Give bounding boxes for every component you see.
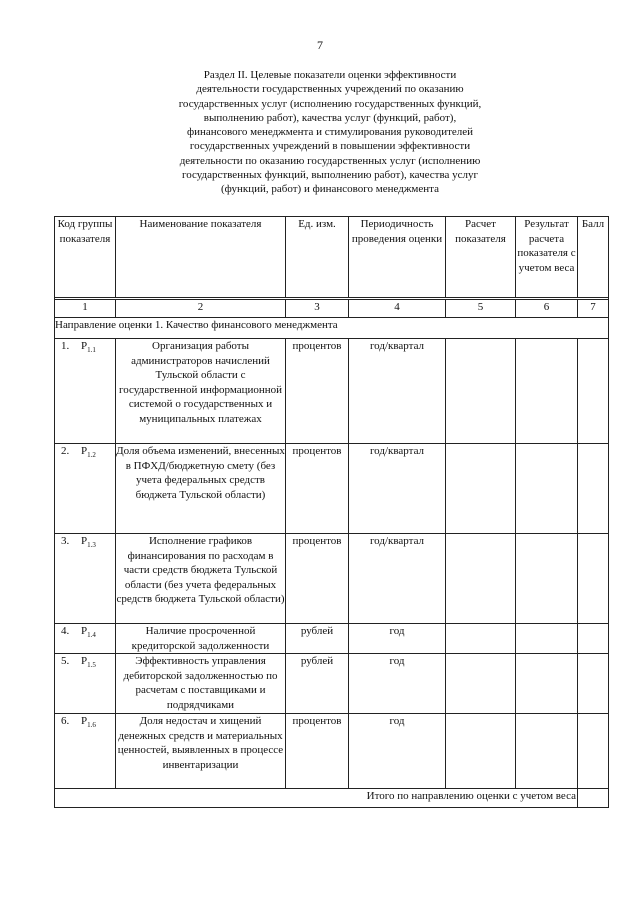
unit-cell: рублей	[286, 654, 349, 714]
table-row	[55, 654, 609, 714]
indicator-name-cell: Наличие просроченной кредиторской задолженности	[116, 624, 286, 654]
indicator-name-cell: Доля объема изменений, внесенных в ПФХД/бюджетную смету (без учета федеральных средств бюджета Тульской области)	[116, 444, 286, 534]
section-title: Направление оценки 1. Качество финансового менеджмента	[55, 318, 609, 339]
weighted-result-cell	[516, 624, 578, 654]
column-numbers-row	[55, 300, 609, 318]
score-cell	[578, 714, 609, 789]
section-row	[55, 318, 609, 339]
weighted-result-cell	[516, 714, 578, 789]
total-row	[55, 789, 609, 808]
heading-line: (функций, работ) и финансового менеджмента	[221, 183, 439, 196]
header-score: Балл	[578, 217, 609, 298]
heading-line: государственных функций, выполнению работ), качества услуг	[181, 169, 479, 182]
heading-line: государственных услуг (исполнению государственных функций,	[178, 97, 482, 110]
header-unit: Ед. изм.	[286, 217, 349, 298]
indicator-name-cell: Исполнение графиков финансирования по расходам в части средств бюджета Тульской области (без учета федеральных средств бюджета Тульской области)	[116, 534, 286, 624]
indicator-name-cell: Эффективность управления дебиторской задолженностью по расчетам с поставщиками и подрядчиками	[116, 654, 286, 714]
indicators-table	[54, 216, 609, 808]
heading-line: деятельности по оказанию государственных услуг (исполнению	[179, 154, 481, 167]
group-code-cell: 2. $Р_{1.2}$	[55, 444, 116, 534]
calculation-cell	[446, 624, 516, 654]
column-number: 2	[116, 300, 286, 318]
unit-cell: процентов	[286, 714, 349, 789]
header-weighted-result: Результат расчета показателя с учетом веса	[516, 217, 578, 298]
score-cell	[578, 654, 609, 714]
heading-line: деятельности государственных учреждений по оказанию	[196, 83, 464, 96]
periodicity-cell: год/квартал	[349, 444, 446, 534]
table-row	[55, 534, 609, 624]
column-number: 6	[516, 300, 578, 318]
calculation-cell	[446, 534, 516, 624]
group-code-cell: 4. $Р_{1.4}$	[55, 624, 116, 654]
group-code-cell: 3. $Р_{1.3}$	[55, 534, 116, 624]
column-number: 5	[446, 300, 516, 318]
periodicity-cell: год	[349, 654, 446, 714]
table-row	[55, 624, 609, 654]
unit-cell: рублей	[286, 624, 349, 654]
header-periodicity: Периодичность проведения оценки	[349, 217, 446, 298]
group-code-cell: 5. $Р_{1.5}$	[55, 654, 116, 714]
unit-cell: процентов	[286, 534, 349, 624]
table-row	[55, 444, 609, 534]
total-label: Итого по направлению оценки с учетом веса	[55, 789, 578, 808]
column-number: 3	[286, 300, 349, 318]
heading-line: выполнению работ), качества услуг (функций, работ),	[203, 111, 457, 124]
header-group-code: Код группы показателя	[55, 217, 116, 298]
calculation-cell	[446, 339, 516, 444]
group-code-cell: 1. $Р_{1.1}$	[55, 339, 116, 444]
heading-line: финансового менеджмента и стимулирования руководителей	[186, 126, 474, 139]
unit-cell: процентов	[286, 444, 349, 534]
header-indicator-name: Наименование показателя	[116, 217, 286, 298]
unit-cell: процентов	[286, 339, 349, 444]
periodicity-cell: год/квартал	[349, 534, 446, 624]
column-number: 7	[578, 300, 609, 318]
calculation-cell	[446, 444, 516, 534]
periodicity-cell: год	[349, 624, 446, 654]
page-number: 7	[317, 38, 323, 52]
table-row	[55, 339, 609, 444]
section-heading	[140, 68, 520, 197]
calculation-cell	[446, 714, 516, 789]
score-cell	[578, 444, 609, 534]
weighted-result-cell	[516, 339, 578, 444]
score-cell	[578, 339, 609, 444]
heading-line: Раздел II. Целевые показатели оценки эффективности	[203, 69, 457, 81]
table-row	[55, 714, 609, 789]
calculation-cell	[446, 654, 516, 714]
weighted-result-cell	[516, 444, 578, 534]
column-number: 4	[349, 300, 446, 318]
table-header-row	[55, 217, 609, 298]
weighted-result-cell	[516, 654, 578, 714]
indicator-name-cell: Доля недостач и хищений денежных средств и материальных ценностей, выявленных в процессе инвентаризации	[116, 714, 286, 789]
periodicity-cell: год	[349, 714, 446, 789]
score-cell	[578, 624, 609, 654]
score-cell	[578, 534, 609, 624]
indicator-name-cell: Организация работы администраторов начислений Тульской области с государственной информационной системой о государственных и муниципальных платежах	[116, 339, 286, 444]
header-calculation: Расчет показателя	[446, 217, 516, 298]
group-code-cell: 6. $Р_{1.6}$	[55, 714, 116, 789]
heading-line: государственных учреждений в повышении эффективности	[189, 140, 471, 153]
total-score-cell	[578, 789, 609, 808]
periodicity-cell: год/квартал	[349, 339, 446, 444]
weighted-result-cell	[516, 534, 578, 624]
column-number: 1	[55, 300, 116, 318]
